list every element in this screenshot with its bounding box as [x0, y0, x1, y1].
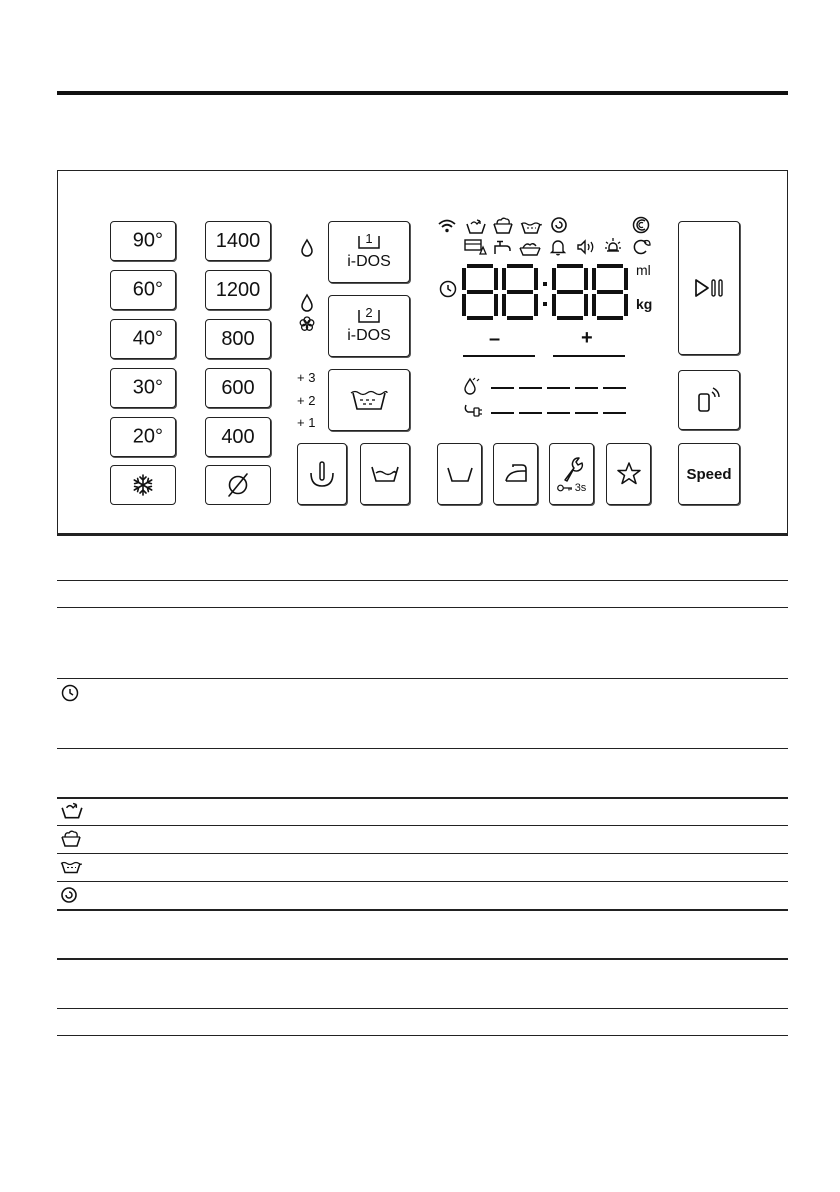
rinse-icon [520, 220, 542, 234]
spin-icon [60, 886, 78, 904]
water-bar-1 [491, 387, 514, 389]
table-rule [57, 607, 788, 608]
spin-label: 1200 [215, 278, 261, 301]
remote-start-button[interactable] [678, 370, 740, 430]
unit-ml-label: ml [636, 262, 651, 278]
table-rule [57, 958, 788, 960]
table-rule [57, 797, 788, 799]
heading-rule [57, 91, 788, 95]
energy-bar-5 [603, 412, 626, 414]
water-bar-3 [547, 387, 570, 389]
play-pause-icon [693, 277, 725, 299]
remote-phone-icon [696, 386, 722, 414]
eco-icon [632, 238, 652, 256]
drum-clean-icon [632, 216, 650, 234]
idos1-number: 1 [365, 230, 373, 246]
detergent-icon [463, 238, 487, 256]
wrench-icon [559, 454, 585, 484]
unit-kg-label: kg [636, 296, 653, 312]
spin-button-400[interactable] [205, 417, 271, 457]
plus-underline [553, 355, 625, 357]
temp-label: 60° [132, 278, 163, 301]
favourite-button[interactable] [606, 443, 651, 505]
temp-button-90[interactable] [110, 221, 176, 261]
spin-button-600[interactable] [205, 368, 271, 408]
spin-button-1200[interactable] [205, 270, 271, 310]
minus-button[interactable]: – [489, 328, 501, 350]
plus-button[interactable]: + [581, 327, 593, 349]
star-icon [616, 461, 642, 487]
idos1-button[interactable] [328, 221, 410, 283]
drop-icon [300, 238, 314, 258]
energy-consumption-icon [462, 402, 484, 420]
sound-icon [576, 239, 596, 255]
spin-button-800[interactable] [205, 319, 271, 359]
minus-underline [463, 355, 535, 357]
container-1-icon [356, 230, 382, 251]
temp-label: 40° [132, 327, 163, 350]
timer-icon [60, 683, 80, 703]
softener-flower-icon [299, 316, 315, 332]
energy-bar-4 [575, 412, 598, 414]
table-rule [57, 1035, 788, 1036]
spin-label: 800 [221, 327, 255, 350]
stains-button[interactable] [297, 443, 347, 505]
start-pause-button[interactable] [678, 221, 740, 355]
table-rule [57, 678, 788, 679]
container-2-icon [356, 304, 382, 325]
wash-tub-icon [446, 464, 474, 484]
rinse-level-1: + 1 [297, 415, 316, 430]
wash-icon [60, 828, 82, 848]
light-icon [604, 238, 622, 256]
temp-button-60[interactable] [110, 270, 176, 310]
prewash-tub-icon [370, 463, 400, 485]
snowflake-icon [132, 474, 154, 496]
spin-label: 1400 [215, 229, 261, 252]
no-spin-icon [226, 473, 250, 497]
cold-wash-button[interactable] [110, 465, 176, 505]
temp-label: 30° [132, 376, 163, 399]
rinse-tub-icon [349, 387, 389, 413]
key-icon [557, 484, 573, 492]
no-spin-button[interactable] [205, 465, 271, 505]
idos2-number: 2 [365, 304, 373, 320]
table-rule [57, 1008, 788, 1009]
spin-button-1400[interactable] [205, 221, 271, 261]
wash-icon [492, 216, 514, 234]
temp-button-30[interactable] [110, 368, 176, 408]
key-hold-label: 3s [574, 482, 587, 494]
extra-rinse-button[interactable] [328, 369, 410, 431]
spin-icon [550, 216, 568, 234]
rinse-level-2: + 2 [297, 393, 316, 408]
water-tap-icon [492, 238, 514, 256]
temp-button-20[interactable] [110, 417, 176, 457]
prewash-icon [465, 218, 487, 234]
idos1-label: i-DOS [347, 252, 391, 270]
speed-label: Speed [686, 465, 732, 483]
energy-bar-3 [547, 412, 570, 414]
prewash-button[interactable] [360, 443, 410, 505]
table-rule [57, 825, 788, 826]
table-rule [57, 909, 788, 911]
wash-tub-button[interactable] [437, 443, 482, 505]
bell-icon [550, 238, 566, 256]
idos2-button[interactable] [328, 295, 410, 357]
temp-button-40[interactable] [110, 319, 176, 359]
speed-button[interactable] [678, 443, 740, 505]
table-rule [57, 853, 788, 854]
iron-icon [502, 461, 530, 487]
wifi-icon [437, 218, 457, 234]
water-bar-4 [575, 387, 598, 389]
water-bar-2 [519, 387, 542, 389]
hand-wash-icon [518, 240, 542, 256]
iron-button[interactable] [493, 443, 538, 505]
rinse-icon [60, 859, 82, 874]
settings-button[interactable] [549, 443, 594, 505]
stain-glove-icon [308, 459, 336, 489]
table-rule [57, 748, 788, 749]
idos2-label: i-DOS [347, 326, 391, 344]
energy-bar-1 [491, 412, 514, 414]
temp-label: 90° [132, 229, 163, 252]
spin-label: 400 [221, 425, 255, 448]
prewash-icon [60, 801, 84, 819]
temp-label: 20° [132, 425, 163, 448]
table-rule [57, 580, 788, 581]
table-rule [57, 881, 788, 882]
water-bar-5 [603, 387, 626, 389]
clock-icon [438, 279, 458, 299]
drop-icon [300, 293, 314, 313]
rinse-level-3: + 3 [297, 370, 316, 385]
water-consumption-icon [462, 377, 484, 395]
table-rule [57, 534, 788, 536]
spin-label: 600 [221, 376, 255, 399]
energy-bar-2 [519, 412, 542, 414]
